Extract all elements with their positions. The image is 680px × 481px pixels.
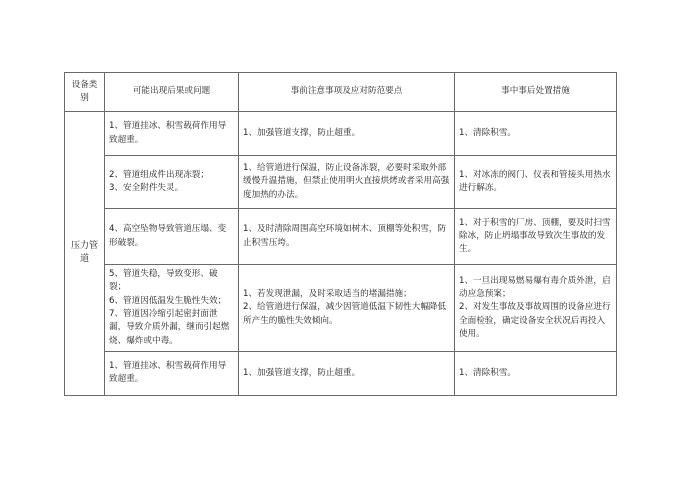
measure-line: 1、一旦出现易燃易爆有毒介质外泄，启动应急预案； [459,275,611,299]
problems-cell [105,209,239,265]
precautions-cell [239,265,455,352]
precaution-line: 1、给管道进行保温，防止设备冻裂，必要时采取外部缓慢升温措施，但禁止使用明火直接烘烤或者采用高强度加热的办法。 [243,163,450,200]
precautions-cell [239,209,455,265]
problem-line: 7、管道因冷缩引起密封面泄漏，导致介质外漏，继而引起燃烧、爆炸或中毒。 [109,308,230,346]
category-cell: 压力管道 [65,112,105,396]
problems-cell [105,156,239,209]
problems-cell [105,351,239,395]
table-row [65,112,617,156]
precaution-line: 1、加强管道支撑，防止超重。 [243,127,361,138]
precautions-cell [239,351,455,395]
measures-cell [455,265,617,352]
measures-cell [455,156,617,209]
problem-line: 6、管道因低温发生脆性失效； [109,295,227,306]
measure-line: 1、清除积雪。 [459,127,517,138]
measure-line: 2、对发生事故及事故周围的设备应进行全面检验，确定设备安全状况后再投入使用。 [459,302,611,339]
table-row [65,156,617,209]
problems-cell [105,112,239,156]
table-row [65,351,617,395]
problem-line: 1、管道挂冰、积雪载荷作用导致超重。 [109,121,227,145]
measures-cell [455,351,617,395]
table-row [65,209,617,265]
header-category: 设备类别 [65,73,105,112]
header-problems: 可能出现后果或问题 [105,73,239,112]
problem-line: 2、管道组成件出现冻裂； [109,169,209,180]
precaution-line: 1、及时清除周围高空环境如树木、顶棚等处积雪，防止积雪压垮。 [243,224,447,248]
table-row [65,265,617,352]
precaution-line: 1、若发现泄漏，及时采取适当的堵漏措施； [243,288,412,299]
problems-cell [105,265,239,352]
problem-line: 5、管道失稳，导致变形、破裂； [109,269,218,293]
measures-cell [455,112,617,156]
precautions-cell [239,112,455,156]
precaution-table [64,72,617,396]
measure-line: 1、清除积雪。 [459,367,517,378]
problem-line: 4、高空坠物导致管道压塌、变形破裂。 [109,224,227,248]
precaution-line: 2、给管道进行保温，减少因管道低温下韧性大幅降低所产生的脆性失效倾向。 [243,302,447,326]
measure-line: 1、对冰冻的阀门、仪表和管接头用热水进行解冻。 [459,169,611,193]
header-measures: 事中事后处置措施 [455,73,617,112]
header-precautions: 事前注意事项及应对防范要点 [239,73,455,112]
measure-line: 1、对于积雪的厂房、顶棚，要及时扫雪除冰，防止坍塌事故导致次生事故的发生。 [459,217,611,255]
measures-cell [455,209,617,265]
precaution-line: 1、加强管道支撑，防止超重。 [243,367,361,378]
problem-line: 3、安全附件失灵。 [109,183,184,193]
precautions-cell [239,156,455,209]
table-header-row [65,73,617,112]
problem-line: 1、管道挂冰、积雪载荷作用导致超重。 [109,361,227,385]
